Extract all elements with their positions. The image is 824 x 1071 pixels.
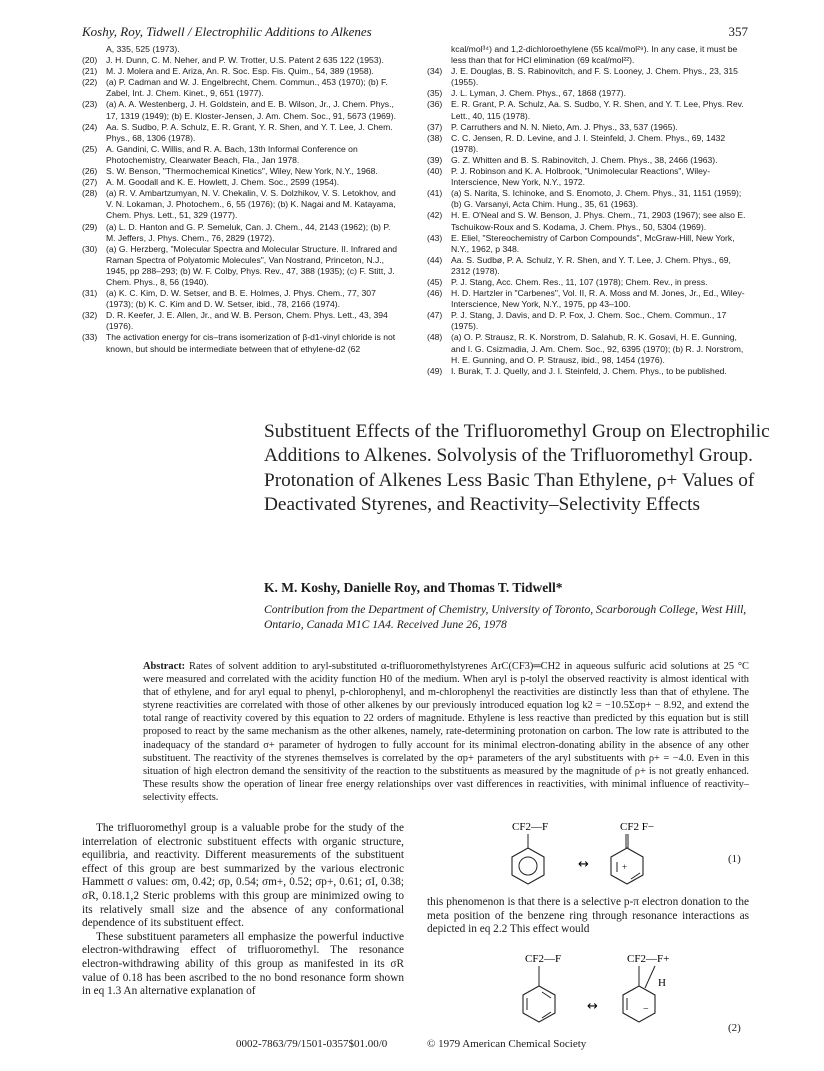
svg-text:+: + (622, 862, 628, 872)
reference-text: P. J. Stang, J. Davis, and D. P. Fox, J. Chem. Soc., Chem. Commun., 17 (1975). (451, 310, 727, 332)
reference-entry (82, 77, 400, 99)
reference-entry (82, 144, 400, 166)
article-authors: K. M. Koshy, Danielle Roy, and Thomas T. Tidwell* (264, 580, 563, 595)
reference-text: P. J. Robinson and K. A. Holbrook, "Unimolecular Reactions", Wiley-Interscience, New York, N.Y., 1972. (451, 166, 711, 188)
footer-copyright: © 1979 American Chemical Society (427, 1038, 587, 1050)
reference-text: kcal/mol³⁴) and 1,2-dichloroethylene (55 kcal/mol²⁹). In any case, it must be less than that for HCl elimination (69 kcal/mol²²). (451, 44, 738, 66)
eq1-left-group: CF2—F (512, 821, 549, 833)
article-affiliation: Contribution from the Department of Chemistry, University of Toronto, Scarborough College, West Hill, Ontario, Canada M1C 1A4. Received June 26, 1978 (264, 603, 747, 631)
reference-text: A. Gandini, C. Willis, and R. A. Bach, 13th Informal Conference on Photochemistry, Clearwater Beach, Fla., Jan 1978. (106, 143, 358, 165)
reference-text: (a) A. A. Westenberg, J. H. Goldstein, and E. B. Wilson, Jr., J. Chem. Phys., 17, 1319 (1949); (b) E. Kloster-Jensen, J. Am. Chem. Soc., 91, 5673 (1969). (106, 99, 396, 121)
reference-number: (30) (82, 243, 98, 254)
reference-text: I. Burak, T. J. Quelly, and J. I. Steinfeld, J. Chem. Phys., to be published. (451, 365, 727, 376)
benzene-ring-icon (523, 986, 555, 1022)
reference-entry (427, 255, 751, 277)
references-left-column (82, 44, 400, 355)
reference-entry (82, 55, 400, 66)
reference-entry (427, 288, 751, 310)
reference-entry (427, 99, 751, 121)
reference-entry (82, 166, 400, 177)
reference-text: C. C. Jensen, R. D. Levine, and J. I. Steinfeld, J. Chem. Phys., 69, 1432 (1978). (451, 132, 726, 154)
equation-1-label: (1) (728, 853, 741, 865)
reference-text: (a) P. Cadman and W. J. Engelbrecht, Chem. Commun., 453 (1970); (b) F. Zabel, Int. J. Chem. Kinet., 9, 651 (1977). (106, 77, 388, 99)
reference-text: S. W. Benson, "Thermochemical Kinetics", Wiley, New York, N.Y., 1968. (106, 166, 378, 177)
reference-number: (27) (82, 177, 98, 188)
svg-text:−: − (643, 1004, 649, 1015)
references-right-column (427, 44, 751, 377)
reference-entry (427, 166, 751, 188)
reference-number: (41) (427, 188, 443, 199)
reference-entry (427, 233, 751, 255)
reference-entry (427, 44, 751, 66)
reference-entry (82, 288, 400, 310)
reference-number: (43) (427, 232, 443, 243)
reference-number: (29) (82, 221, 98, 232)
reference-entry (82, 66, 400, 77)
reference-text: The activation energy for cis–trans isomerization of β-d1-vinyl chloride is not known, but should be intermediate between that of ethylene-d2 (62 (106, 332, 396, 354)
reference-number: (31) (82, 288, 98, 299)
reference-text: Aa. S. Sudbo, P. A. Schulz, E. R. Grant, Y. R. Shen, and Y. T. Lee, J. Chem. Phys., 68, 1306 (1978). (106, 121, 393, 143)
reference-text: H. D. Hartzler in "Carbenes", Vol. II, R. A. Moss and M. Jones, Jr., Ed., Wiley-Interscience, New York, N.Y., 1975, pp 43–100. (451, 288, 745, 310)
cyclohexadienyl-ring-icon (623, 986, 655, 1022)
reference-number: (38) (427, 132, 443, 143)
reference-number: (37) (427, 121, 443, 132)
abstract (143, 660, 749, 804)
reference-number: (39) (427, 154, 443, 165)
reference-entry (82, 244, 400, 288)
reference-number: (24) (82, 121, 98, 132)
reference-text: Aa. S. Sudbø, P. A. Schulz, Y. R. Shen, and Y. T. Lee, J. Chem. Phys., 69, 2312 (1978). (451, 254, 731, 276)
reference-number: (26) (82, 166, 98, 177)
reference-text: E. R. Grant, P. A. Schulz, Aa. S. Sudbo, Y. R. Shen, and Y. T. Lee, Phys. Rev. Lett., 40, 115 (1978). (451, 99, 744, 121)
abstract-text: Rates of solvent addition to aryl-substituted α-trifluoromethylstyrenes ArC(CF3)═CH2 in aqueous sulfuric acid solutions at 25 °C were measured and correlated with the acidity function H0 of the medium. When aryl is p-tolyl the observed reactivity is almost identical with that of ethylene, and for aryl equal to phenyl, p-chlorophenyl, and m-chlorophenyl the reactivities are distinctly less than that of ethylene. The styrene reactivities are correlated with those of other alkenes by our previously introduced equation log k2 = −10.5Σσp+ − 8.92, and extend the total range of reactivity covered by this equation to 22 orders of magnitude. Ethylene is less reactive than predicted by this equation but is still proposed to react by the same mechanism as the other alkenes, namely, rate-determining protonation on carbon. The low rate is attributed to the inadequacy of the standard σ+ parameter of hydrogen to fully account for its minimal electron-donating ability in the absence of any other substituent. The reactivity of the styrenes themselves is correlated by the σp+ parameters of the aryl substituents with ρ+ = −4.0. Even in this situation of high electron demand the sensitivity of the reaction to the substituents as measured by the magnitude of ρ+ is not greatly enhanced. These results show the operation of linear free energy relationships over vast differences in reactivities, with minimal influence of reactivity–selectivity effects. (143, 661, 749, 803)
reference-text: (a) G. Herzberg, "Molecular Spectra and Molecular Structure. II. Infrared and Raman Spectra of Polyatomic Molecules", Van Nostrand, Princeton, N.J., 1945, pp 288–293; (b) W. F. Colby, Phys. Rev., 47, 388 (1935); (c) F. Stitt, J. Chem. Phys., 8, 56 (1940). (106, 243, 398, 287)
reference-text: A, 335, 525 (1973). (106, 44, 180, 54)
reference-number: (40) (427, 166, 443, 177)
equation-1-structures (500, 818, 710, 898)
reference-entry (427, 155, 751, 166)
reference-text: (a) O. P. Strausz, R. K. Norstrom, D. Salahub, R. K. Gosavi, H. E. Gunning, and I. G. Csizmadia, J. Am. Chem. Soc., 92, 6395 (1970); (b) R. J. Norstrom, H. E. Gunning, and O. P. Strausz, ibid., 98, 1454 (1976). (451, 332, 744, 365)
reference-text: A. M. Goodall and K. E. Howlett, J. Chem. Soc., 2599 (1954). (106, 177, 340, 188)
reference-entry (427, 332, 751, 365)
reference-entry (82, 99, 400, 121)
reference-number: (25) (82, 143, 98, 154)
reference-entry (427, 122, 751, 133)
reference-number: (34) (427, 66, 443, 77)
reference-entry (82, 332, 400, 354)
abstract-label: Abstract: (143, 661, 186, 672)
reference-text: (a) L. D. Hanton and G. P. Semeluk, Can. J. Chem., 44, 2143 (1962); (b) P. M. Jeffers, J. Phys. Chem., 76, 2829 (1972). (106, 221, 391, 243)
reference-text: J. E. Douglas, B. S. Rabinovitch, and F. S. Looney, J. Chem. Phys., 23, 315 (1955). (451, 66, 738, 88)
svg-text:↔: ↔ (587, 999, 598, 1014)
reference-number: (42) (427, 210, 443, 221)
svg-text:H: H (658, 977, 666, 989)
reference-number: (49) (427, 365, 443, 376)
article-title: Substituent Effects of the Trifluoromethyl Group on Electrophilic Additions to Alkenes. Solvolysis of the Trifluoromethyl Group. Protonation of Alkenes Less Basic Than Ethylene, ρ+ Values of Deactivated Styrenes, and Reactivity–Selectivity Effects (264, 421, 770, 515)
reference-number: (32) (82, 310, 98, 321)
reference-entry (427, 210, 751, 232)
footer-issn: 0002-7863/79/1501-0357$01.00/0 (236, 1038, 388, 1050)
reference-text: J. H. Dunn, C. M. Neher, and P. W. Trotter, U.S. Patent 2 635 122 (1953). (106, 55, 384, 66)
reference-number: (20) (82, 55, 98, 66)
reference-text: D. R. Keefer, J. E. Allen, Jr., and W. B. Person, Chem. Phys. Lett., 43, 394 (1976). (106, 310, 388, 332)
reference-entry (427, 366, 751, 377)
eq2-right-group: CF2—F+ (627, 953, 670, 965)
reference-entry (427, 277, 751, 288)
reference-entry (427, 133, 751, 155)
reference-text: G. Z. Whitten and B. S. Rabinovitch, J. Chem. Phys., 38, 2466 (1963). (451, 154, 718, 165)
body-paragraph: The trifluoromethyl group is a valuable probe for the study of the interrelation of electronic substituent effects with organic structure, equilibria, and reactivity. Different measurements of the substituent effect of this group are best summarized by the various electronic Hammett σ values: σm, 0.42; σp, 0.54; σm+, 0.52; σp+, 0.61; σI, 0.38; σR, 0.18.1,2 Steric problems with this group are minimized owing to its relatively small size and the absence of any conformational dependence of its substituent effect. (82, 822, 404, 930)
reference-text: (a) R. V. Ambartzumyan, N. V. Chekalin, V. S. Dolzhikov, V. S. Letokhov, and V. N. Lokaman, J. Photochem., 6, 55 (1976); (b) K. Nagai and M. Katayama, Chem. Phys. Lett., 51, 329 (1977). (106, 188, 396, 221)
reference-text: P. J. Stang, Acc. Chem. Res., 11, 107 (1978); Chem. Rev., in press. (451, 276, 708, 287)
reference-entry (82, 222, 400, 244)
reference-number: (35) (427, 88, 443, 99)
body-paragraph: These substituent parameters all emphasize the powerful inductive electron-withdrawing effect of trifluoromethyl. The resonance electron-withdrawing ability of this group as manifested in its σR value of 0.18 has been ascribed to the no bond resonance form shown in eq 1.3 An alternative explanation of (82, 930, 404, 998)
equation-2-label: (2) (728, 1022, 741, 1034)
reference-entry (427, 188, 751, 210)
body-left-column (82, 822, 404, 999)
benzene-ring-icon (512, 848, 544, 884)
reference-entry (427, 88, 751, 99)
reference-number: (21) (82, 66, 98, 77)
reference-entry (427, 66, 751, 88)
body-right-column: this phenomenon is that there is a selective p-π electron donation to the meta position of the benzene ring through resonance interactions as depicted in eq 2.2 This effect would (427, 896, 749, 936)
reference-entry (82, 177, 400, 188)
reference-entry (82, 188, 400, 221)
reference-text: (a) K. C. Kim, D. W. Setser, and B. E. Holmes, J. Phys. Chem., 77, 307 (1973); (b) K. C. Kim and D. W. Setser, ibid., 78, 2166 (1974). (106, 288, 376, 310)
reference-number: (46) (427, 288, 443, 299)
reference-text: M. J. Molera and E. Ariza, An. R. Soc. Esp. Fis. Quim., 54, 389 (1958). (106, 66, 374, 77)
eq1-right-group: CF2 F− (620, 821, 655, 833)
eq2-left-group: CF2—F (525, 953, 562, 965)
reference-number: (36) (427, 99, 443, 110)
svg-text:↔: ↔ (578, 857, 589, 872)
reference-text: H. E. O'Neal and S. W. Benson, J. Phys. Chem., 71, 2903 (1967); see also E. Tschuikow-Roux and S. Kodama, J. Chem. Phys., 50, 5304 (1969). (451, 210, 746, 232)
reference-number: (45) (427, 276, 443, 287)
reference-entry (82, 44, 400, 55)
reference-number: (28) (82, 188, 98, 199)
reference-entry (82, 122, 400, 144)
reference-text: P. Carruthers and N. N. Nieto, Am. J. Phys., 33, 537 (1965). (451, 121, 678, 132)
equation-2-structures (515, 948, 725, 1038)
reference-entry (427, 310, 751, 332)
reference-number: (47) (427, 310, 443, 321)
page-number: 357 (728, 24, 748, 39)
reference-number: (23) (82, 99, 98, 110)
reference-text: J. L. Lyman, J. Chem. Phys., 67, 1868 (1977). (451, 88, 626, 99)
reference-entry (82, 310, 400, 332)
reference-number: (44) (427, 254, 443, 265)
reference-number: (33) (82, 332, 98, 343)
reference-text: (a) S. Narita, S. Ichinoke, and S. Enomoto, J. Chem. Phys., 31, 1151 (1959); (b) G. Varsanyi, Acta Chim. Hung., 35, 61 (1963). (451, 188, 742, 210)
reference-number: (22) (82, 77, 98, 88)
running-head: Koshy, Roy, Tidwell / Electrophilic Additions to Alkenes (82, 24, 372, 39)
reference-text: E. Eliel, "Stereochemistry of Carbon Compounds", McGraw-Hill, New York, N.Y., 1962, p 348. (451, 232, 735, 254)
reference-number: (48) (427, 332, 443, 343)
